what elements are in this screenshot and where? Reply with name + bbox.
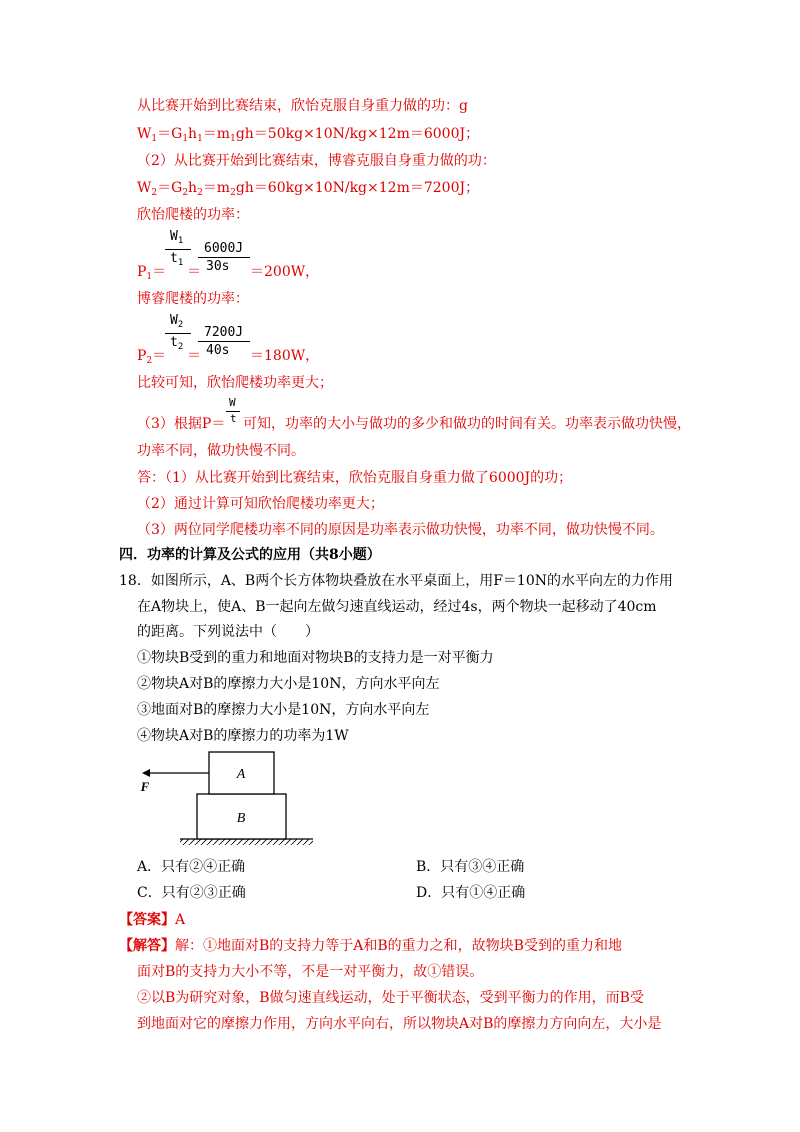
frac-num-w: W	[229, 396, 236, 409]
text-seg: W	[170, 313, 178, 328]
solution-line-9: 功率不同，做功快慢不同。	[137, 443, 305, 459]
p1-lhs	[137, 262, 166, 287]
p2-eq: ＝	[187, 348, 201, 364]
subscript: 2	[182, 188, 189, 198]
answer-value: A	[175, 912, 186, 928]
solution-line-6: 博睿爬楼的功率：	[137, 291, 249, 307]
text-seg: ＝G	[157, 126, 183, 142]
text-seg: ＝m	[202, 126, 231, 142]
analysis-text-1: 解：①地面对B的支持力等于A和B的重力之和，故物块B受到的重力和地	[175, 938, 622, 954]
text-seg: ＝	[152, 348, 167, 364]
p2-result: ＝180W，	[250, 348, 320, 364]
block-b-label: B	[236, 811, 246, 826]
frac-den-t: t	[230, 412, 237, 425]
subscript: 1	[230, 134, 236, 144]
statement-3: ③地面对B的摩擦力大小是10N，方向水平向左	[137, 702, 430, 718]
text-seg: t	[170, 335, 178, 350]
text-seg: h	[188, 126, 198, 142]
subscript: 2	[230, 188, 236, 198]
answer-line	[119, 910, 185, 930]
statement-2: ②物块A对B的摩擦力大小是10N，方向水平向左	[137, 676, 440, 692]
subscript: 1	[182, 134, 189, 144]
frac-den-t1	[170, 251, 183, 268]
option-a: A．只有②④正确	[137, 859, 246, 875]
text-seg: W	[137, 126, 152, 142]
section-title: 四．功率的计算及公式的应用（共8小题）	[119, 547, 381, 563]
frac-num-w1	[170, 229, 183, 246]
solution-line-1: 从比赛开始到比赛结束，欣怡克服自身重力做的功：g	[137, 98, 468, 114]
subscript: 2	[197, 188, 203, 198]
subscript: 2	[177, 320, 184, 330]
p1-eq: ＝	[187, 264, 201, 280]
solution-line-w1	[137, 124, 479, 149]
text-seg: W	[170, 229, 178, 244]
fraction-bar	[165, 333, 191, 334]
subscript: 1	[197, 134, 203, 144]
analysis-line-4: 到地面对它的摩擦力作用，方向水平向右，所以物块A对B的摩擦力方向向左，大小是	[137, 1016, 662, 1032]
text-seg: t	[170, 251, 178, 266]
subscript: 1	[177, 236, 184, 246]
text-seg: P	[137, 264, 147, 280]
solution-line-w2	[137, 178, 479, 203]
option-d: D．只有①④正确	[416, 885, 526, 901]
frac-num-w2	[170, 313, 183, 330]
frac-den-40s: 40s	[206, 343, 230, 358]
subscript: 1	[151, 134, 158, 144]
arrow-head	[142, 769, 150, 777]
analysis-tag: 【解答】	[119, 938, 175, 954]
statement-4: ④物块A对B的摩擦力的功率为1W	[137, 728, 349, 744]
question-stem-2: 在A物块上，使A、B一起向左做匀速直线运动，经过4s，两个物块一起移动了40cm	[137, 599, 657, 615]
answer-line-3: （3）两位同学爬楼功率不同的原因是功率表示做功快慢，功率不同，做功快慢不同。	[137, 522, 664, 538]
text-seg: ＝G	[157, 180, 183, 196]
frac-den-t2	[170, 335, 183, 352]
text-seg: P	[137, 348, 147, 364]
text-seg: gh＝60kg×10N/kg×12m＝7200J；	[235, 180, 480, 196]
statement-1: ①物块B受到的重力和地面对物块B的支持力是一对平衡力	[137, 650, 494, 666]
p2-lhs	[137, 346, 166, 371]
analysis-line-1	[119, 936, 622, 956]
answer-line-2: （2）通过计算可知欣怡爬楼功率更大；	[137, 496, 384, 512]
analysis-line-3: ②以B为研究对象，B做匀速直线运动，处于平衡状态，受到平衡力的作用，而B受	[137, 990, 644, 1006]
subscript: 2	[151, 188, 158, 198]
fraction-bar	[198, 257, 250, 258]
solution-line-3: （2）从比赛开始到比赛结束，博睿克服自身重力做的功：	[137, 153, 496, 169]
frac-num-6000j: 6000J	[204, 241, 244, 256]
p1-result: ＝200W，	[250, 264, 320, 280]
blocks-figure	[130, 748, 330, 848]
solution-line-7: 比较可知，欣怡爬楼功率更大；	[137, 375, 333, 391]
subscript: 2	[177, 342, 184, 352]
question-stem-1: 18．如图所示，A、B两个长方体物块叠放在水平桌面上，用F＝10N的水平向左的力作用	[119, 573, 673, 589]
fraction-bar	[198, 341, 250, 342]
text-seg: W	[137, 180, 152, 196]
option-b: B．只有③④正确	[416, 859, 525, 875]
block-a-label: A	[236, 767, 246, 782]
solution-line-8a: （3）根据P＝	[137, 416, 226, 432]
text-seg: ＝m	[202, 180, 231, 196]
solution-line-8b: 可知，功率的大小与做功的多少和做功的时间有关。功率表示做功快慢，	[243, 416, 691, 432]
option-c: C．只有②③正确	[137, 885, 246, 901]
analysis-line-2: 面对B的支持力大小不等，不是一对平衡力，故①错误。	[137, 964, 484, 980]
answer-line-1: 答：（1）从比赛开始到比赛结束，欣怡克服自身重力做了6000J的功；	[137, 470, 573, 486]
text-seg: h	[188, 180, 198, 196]
answer-tag: 【答案】	[119, 912, 175, 928]
force-label: F	[140, 779, 150, 794]
subscript: 1	[177, 258, 184, 268]
ground-hatch	[180, 839, 313, 845]
subscript: 1	[146, 272, 153, 282]
question-stem-3: 的距离。下列说法中（ ）	[137, 624, 319, 640]
text-seg: ＝	[152, 264, 167, 280]
frac-num-7200j: 7200J	[204, 325, 244, 340]
fraction-bar	[165, 249, 191, 250]
text-seg: gh＝50kg×10N/kg×12m＝6000J；	[235, 126, 480, 142]
solution-line-5: 欣怡爬楼的功率：	[137, 207, 249, 223]
subscript: 2	[146, 356, 153, 366]
frac-den-30s: 30s	[206, 259, 230, 274]
